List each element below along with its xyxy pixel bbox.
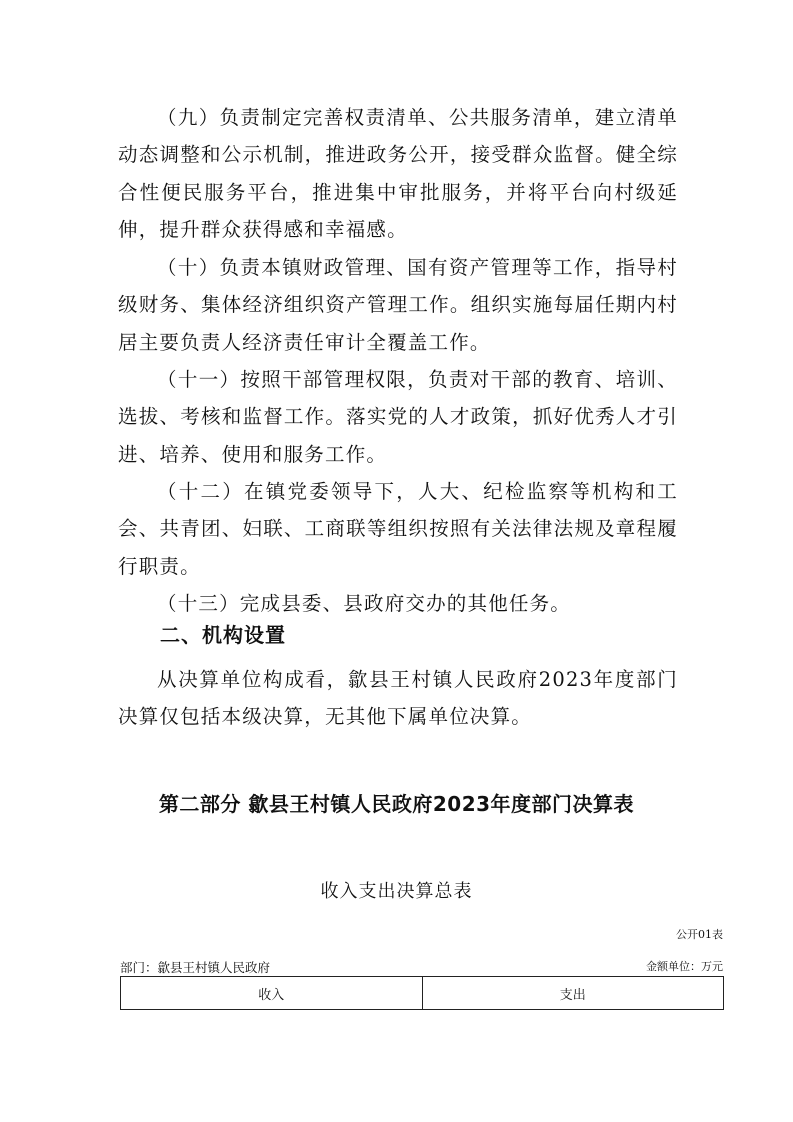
paragraph-item-11: （十一）按照干部管理权限，负责对干部的教育、培训、选拔、考核和监督工作。落实党的人才政策，抓好优秀人才引进、培养、使用和服务工作。	[118, 368, 678, 466]
part-two-title: 第二部分 歙县王村镇人民政府2023年度部门决算表	[158, 792, 635, 816]
section-heading-organization: 二、机构设置	[160, 623, 286, 647]
paragraph-item-13: （十三）完成县委、县政府交办的其他任务。	[157, 592, 572, 615]
table-code: 公开01表	[676, 928, 723, 941]
section-body-organization: 从决算单位构成看，歙县王村镇人民政府2023年度部门决算仅包括本级决算，无其他下属单位决算。	[118, 668, 678, 729]
expense-header-cell: 支出	[422, 977, 724, 1010]
unit-label: 金额单位：万元	[646, 960, 723, 973]
paragraph-item-10: （十）负责本镇财政管理、国有资产管理等工作，指导村级财务、集体经济组织资产管理工作。组织实施每届任期内村居主要负责人经济责任审计全覆盖工作。	[118, 256, 678, 354]
paragraph-item-12: （十二）在镇党委领导下，人大、纪检监察等机构和工会、共青团、妇联、工商联等组织按照有关法律法规及章程履行职责。	[118, 480, 678, 578]
summary-table	[120, 976, 724, 1010]
department-label: 部门：歙县王村镇人民政府	[120, 960, 271, 975]
income-header-cell: 收入	[121, 977, 423, 1010]
table-header-row	[121, 977, 724, 1010]
paragraph-item-9: （九）负责制定完善权责清单、公共服务清单，建立清单动态调整和公示机制，推进政务公开，接受群众监督。健全综合性便民服务平台，推进集中审批服务，并将平台向村级延伸，提升群众获得感和幸福感。	[118, 106, 678, 242]
table-title: 收入支出决算总表	[320, 881, 473, 902]
